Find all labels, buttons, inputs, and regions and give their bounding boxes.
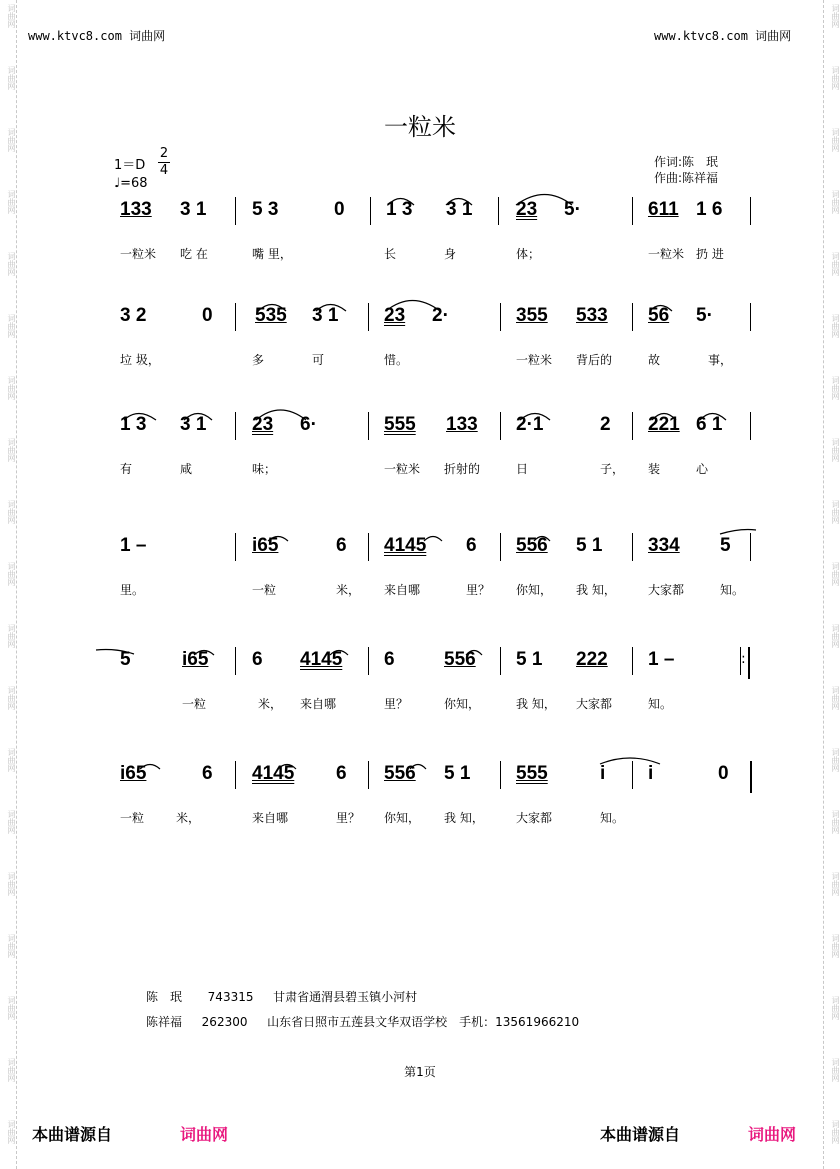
margin-watermark: 词曲网 [7,500,16,524]
margin-watermark: 词曲网 [7,934,16,958]
note-group: 556 [516,535,548,556]
lyric-syllable: 知。 [720,583,745,597]
lyric-syllable: 味； [252,462,277,476]
lyric-syllable: 知。 [648,697,673,711]
margin-watermark: 词曲网 [7,66,16,90]
composer-credit: 作曲:陈祥福 [654,171,719,185]
note-group: 133 [446,414,478,435]
footer-line-2 [146,1013,579,1030]
note-group: 533 [576,305,608,326]
lyric-syllable: 扔 进 [696,247,724,261]
note-group: 3 1 [312,305,339,326]
note-group: 56 [648,305,670,326]
note-group: i65 [252,535,279,556]
lyric-syllable: 子， [600,462,625,476]
note-group: i65 [182,649,209,670]
margin-watermark: 词曲网 [7,128,16,152]
note-group: 5 1 [576,535,603,556]
margin-watermark: 词曲网 [831,1058,840,1082]
margin-watermark: 词曲网 [831,748,840,772]
margin-watermark: 词曲网 [831,562,840,586]
lyric-syllable: 一粒米 [648,247,685,261]
margin-watermark: 词曲网 [7,748,16,772]
lyric-syllable: 里？ [384,697,409,711]
footer-zip-2: 262300 [201,1015,248,1029]
lyric-syllable: 心 [696,462,709,476]
lyric-syllable: 你知， [516,583,553,597]
note-group: i65 [120,763,147,784]
lyric-syllable: 折射的 [444,462,481,476]
note-group: 555 [516,763,548,784]
note-group: 6· [300,414,317,435]
lyric-syllable: 我 知， [576,583,616,597]
margin-watermark: 词曲网 [831,996,840,1020]
note-group: 3 2 [120,305,147,326]
note-group: 0 [202,305,213,326]
source-label-left: 本曲谱源自 [32,1125,113,1144]
lyric-syllable: 你知， [384,811,421,825]
margin-watermark: 词曲网 [831,500,840,524]
song-title: 一粒米 [384,113,456,141]
note-group: 4145 [252,763,295,784]
note-group: 5· [564,199,581,220]
lyric-syllable: 故 [648,353,661,367]
lyric-syllable: 大家都 [576,697,613,711]
margin-watermark: 词曲网 [831,128,840,152]
lyric-syllable: 来自哪 [384,583,421,597]
note-group: 6 [336,535,347,556]
lyric-syllable: 一粒 [252,583,277,597]
margin-watermark: 词曲网 [831,314,840,338]
brand-link-right[interactable]: 词曲网 [748,1125,797,1144]
footer-line-1 [146,988,417,1005]
note-group: 5 [120,649,131,670]
note-group: 222 [576,649,608,670]
lyric-syllable: 一粒 [120,811,145,825]
note-group: 355 [516,305,548,326]
note-group: 6 [202,763,213,784]
lyric-syllable: 里？ [336,811,361,825]
note-group: 0 [334,199,345,220]
note-group: 611 [648,199,679,220]
margin-watermark: 词曲网 [831,376,840,400]
margin-watermark: 词曲网 [831,1120,840,1144]
key-signature: 1＝D [114,158,146,173]
margin-watermark: 词曲网 [831,4,840,28]
lyric-syllable: 有 [120,462,133,476]
note-group: 1 3 [120,414,147,435]
note-group: 221 [648,414,680,435]
site-header-right[interactable]: www.ktvc8.com 词曲网 [654,29,792,43]
note-group: 5 1 [516,649,543,670]
margin-watermark: 词曲网 [831,686,840,710]
lyric-syllable: 一粒 [182,697,207,711]
time-top: 2 [159,146,169,161]
note-group: 1 3 [386,199,413,220]
lyric-syllable: 米， [176,811,201,825]
note-group: 556 [444,649,476,670]
note-group: 2·1 [516,414,544,435]
footer-zip-1: 743315 [207,990,254,1004]
note-group: 1 6 [696,199,723,220]
lyric-syllable: 背后的 [576,353,613,367]
margin-watermark: 词曲网 [831,190,840,214]
lyric-syllable: 里？ [466,583,491,597]
lyric-syllable: 来自哪 [300,697,337,711]
note-group: 1 – [120,535,147,556]
note-group: 5· [696,305,713,326]
lyricist-credit: 作词:陈 珉 [654,155,719,169]
lyric-syllable: 米， [258,697,283,711]
margin-watermark: 词曲网 [831,66,840,90]
note-group: 3 1 [446,199,473,220]
note-group: 6 [252,649,263,670]
margin-watermark: 词曲网 [831,252,840,276]
note-group: i [600,763,606,784]
note-group: 133 [120,199,152,220]
margin-watermark: 词曲网 [7,4,16,28]
note-group: 23 [252,414,274,435]
note-group: i [648,763,654,784]
lyric-syllable: 惜。 [384,353,409,367]
note-group: 555 [384,414,416,435]
margin-watermark: 词曲网 [7,996,16,1020]
tempo-marking: ♩=68 [114,176,148,191]
note-group: 5 3 [252,199,279,220]
lyric-syllable: 我 知， [516,697,556,711]
time-bottom: 4 [159,163,169,178]
note-group: 3 1 [180,199,207,220]
note-group: 6 [384,649,395,670]
note-group: 23 [516,199,538,220]
lyric-syllable: 多 [252,353,265,367]
margin-watermark: 词曲网 [7,1120,16,1144]
margin-watermark: 词曲网 [7,810,16,834]
margin-watermark: 词曲网 [7,1058,16,1082]
margin-watermark: 词曲网 [7,314,16,338]
lyric-syllable: 一粒米 [384,462,421,476]
lyric-syllable: 体； [516,247,541,261]
lyric-syllable: 你知， [444,697,481,711]
lyric-syllable: 身 [444,247,457,261]
lyric-syllable: 知。 [600,811,625,825]
lyric-syllable: 日 [516,462,529,476]
margin-watermark: 词曲网 [7,190,16,214]
footer-name-2: 陈祥福 [146,1015,183,1029]
footer-address-2: 山东省日照市五莲县文华双语学校 手机：13561966210 [267,1015,580,1029]
note-group: 2· [432,305,449,326]
note-group: 556 [384,763,416,784]
lyric-syllable: 大家都 [648,583,685,597]
note-group: 1 – [648,649,675,670]
brand-link-left[interactable]: 词曲网 [180,1125,229,1144]
margin-watermark: 词曲网 [831,872,840,896]
lyric-syllable: 可 [312,353,325,367]
note-group: 6 1 [696,414,723,435]
margin-watermark: 词曲网 [7,252,16,276]
note-group: 5 1 [444,763,471,784]
lyric-syllable: 长 [384,247,397,261]
note-group: 4145 [384,535,427,556]
note-group: 0 [718,763,729,784]
lyric-syllable: 大家都 [516,811,553,825]
footer-address-1: 甘肃省通渭县碧玉镇小河村 [273,990,418,1004]
footer-name-1: 陈 珉 [146,990,183,1004]
lyric-syllable: 米， [336,583,361,597]
lyric-syllable: 里。 [120,583,145,597]
note-group: 23 [384,305,406,326]
lyric-syllable: 一粒米 [120,247,157,261]
lyric-syllable: 嘴 里， [252,247,292,261]
note-group: 6 [336,763,347,784]
lyric-syllable: 事， [708,353,733,367]
lyric-syllable: 一粒米 [516,353,553,367]
lyric-syllable: 吃 在 [180,247,208,261]
margin-watermark: 词曲网 [7,872,16,896]
margin-watermark: 词曲网 [7,686,16,710]
source-label-right: 本曲谱源自 [600,1125,681,1144]
page-number: 第1页 [404,1065,436,1079]
lyric-syllable: 我 知， [444,811,484,825]
site-header-left[interactable]: www.ktvc8.com 词曲网 [28,29,166,43]
margin-watermark: 词曲网 [7,376,16,400]
lyric-syllable: 来自哪 [252,811,289,825]
lyric-syllable: 垃 圾， [120,353,160,367]
note-group: 4145 [300,649,343,670]
margin-watermark: 词曲网 [7,438,16,462]
margin-watermark: 词曲网 [7,624,16,648]
lyric-syllable: 装 [648,462,661,476]
note-group: 5 [720,535,731,556]
lyric-syllable: 咸 [180,462,193,476]
margin-watermark: 词曲网 [831,810,840,834]
margin-watermark: 词曲网 [7,562,16,586]
margin-watermark: 词曲网 [831,624,840,648]
note-group: 3 1 [180,414,207,435]
note-group: 535 [255,305,287,326]
repeat-dots: : [741,651,746,667]
margin-watermark: 词曲网 [831,934,840,958]
note-group: 6 [466,535,477,556]
margin-watermark: 词曲网 [831,438,840,462]
note-group: 334 [648,535,680,556]
note-group: 2 [600,414,611,435]
